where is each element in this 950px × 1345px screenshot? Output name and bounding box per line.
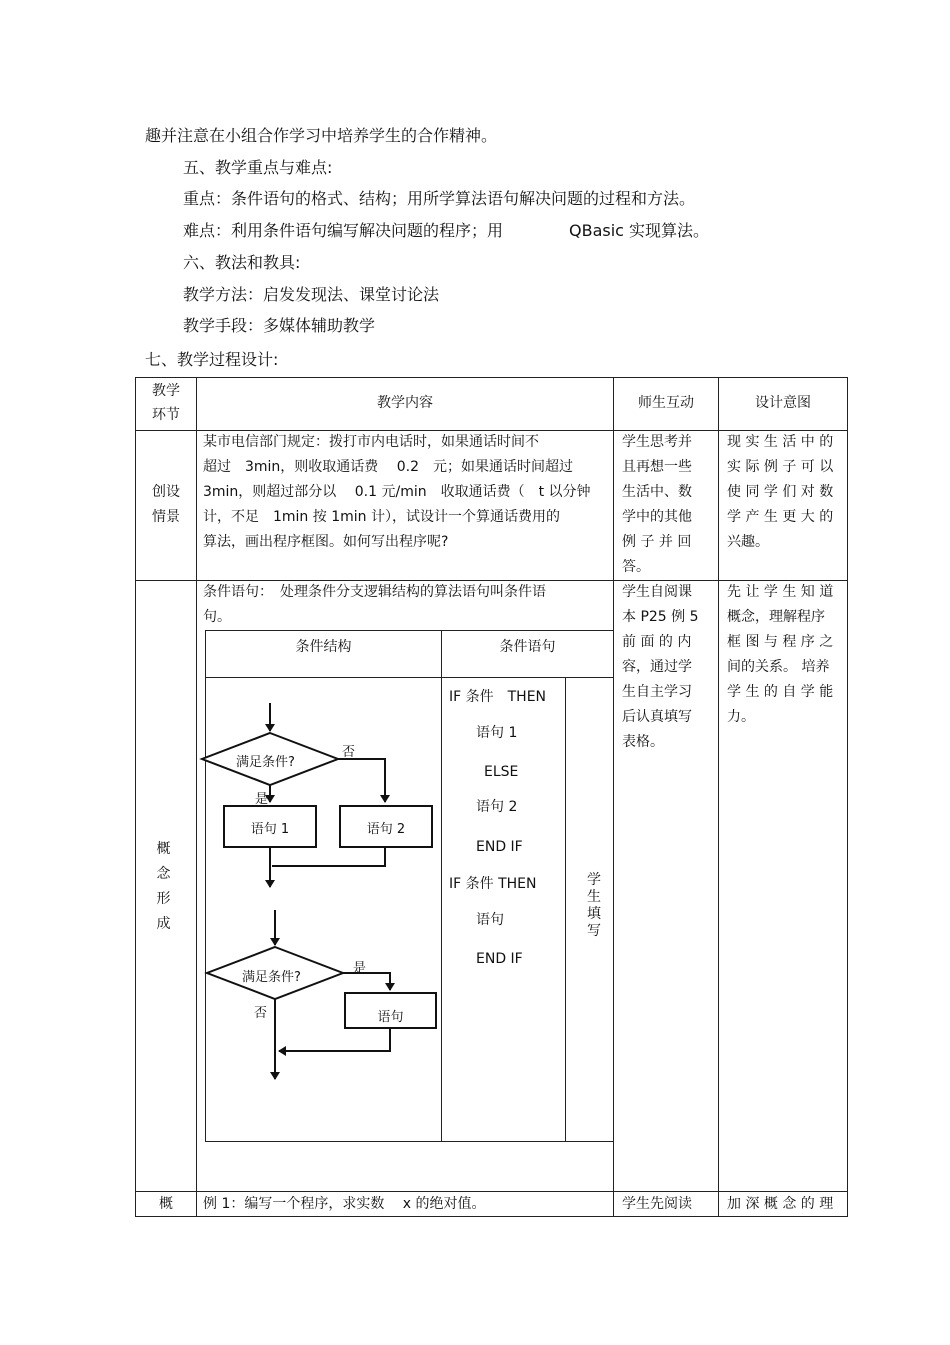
inner-header-statement: 条件语句 xyxy=(499,639,556,655)
intro-line-1: 趣并注意在小组合作学习中培养学生的合作精神。 xyxy=(145,126,498,145)
flow1-no-label: 否 xyxy=(342,745,356,760)
row1-content-line: 某市电信部门规定：拨打市内电话时，如果通话时间不 xyxy=(203,434,539,450)
flow1-condition: 满足条件? xyxy=(236,755,295,770)
row2-intent: 先 让 学 生 知 道 概念，理解程序 框 图 与 程 序 之 间的关系。 培养 学 生 的 自 学 能 力。 xyxy=(727,584,834,725)
code-line: END IF xyxy=(476,951,523,967)
row3-interaction: 学生先阅读 xyxy=(622,1196,692,1212)
row1-content-line: 超过 3min，则收取通话费 0.2 元；如果通话时间超过 xyxy=(203,459,574,475)
header-interaction: 师生互动 xyxy=(638,395,694,411)
flowchart-if xyxy=(207,910,436,1079)
row3-intent: 加 深 概 念 的 理 xyxy=(727,1196,834,1212)
row1-content-line: 3min，则超过部分以 0.1 元/min 收取通话费（ t 以分钟 xyxy=(203,484,591,500)
flow1-yes-label: 是 xyxy=(255,792,269,807)
row1-intent: 现 实 生 活 中 的 实 际 例 子 可 以 使 同 学 们 对 数 学 产 生 更 大 的 兴趣。 xyxy=(727,434,834,550)
teaching-methods: 教学方法：启发发现法、课堂讨论法 xyxy=(183,285,440,304)
header-content: 教学内容 xyxy=(377,395,433,411)
row3-content: 例 1：编写一个程序，求实数 x 的绝对值。 xyxy=(203,1196,486,1212)
key-points: 重点：条件语句的格式、结构；用所学算法语句解决问题的过程和方法。 xyxy=(183,189,696,208)
flow2-condition: 满足条件? xyxy=(242,970,301,985)
code-line: 语句 2 xyxy=(476,799,518,815)
flowchart-if-else xyxy=(202,703,432,887)
code-line: 语句 xyxy=(476,912,504,928)
row2-interaction: 学生自阅课 本 P25 例 5 前 面 的 内 容，通过学 生自主学习 后认真填写 表格。 xyxy=(622,584,699,750)
header-intent: 设计意图 xyxy=(755,395,811,411)
teaching-means: 教学手段：多媒体辅助教学 xyxy=(183,316,376,335)
code-line: IF 条件 THEN xyxy=(449,876,537,892)
row1-stage: 创设 情景 xyxy=(152,484,180,525)
flow1-stmt1: 语句 1 xyxy=(250,822,290,837)
heading-7: 七、教学过程设计: xyxy=(145,350,279,369)
code-line: IF 条件 THEN xyxy=(449,689,547,705)
flow2-yes-label: 是 xyxy=(353,961,367,976)
row2-intro: 条件语句： 处理条件分支逻辑结构的算法语句叫条件语 句。 xyxy=(203,584,546,625)
code-line: END IF xyxy=(476,839,523,855)
row1-interaction: 学生思考并 且再想一些 生活中、数 学中的其他 例 子 并 回 答。 xyxy=(622,434,692,575)
row2-stage: 概 念 形 成 xyxy=(156,841,171,932)
flow1-stmt2: 语句 2 xyxy=(366,822,406,837)
header-stage: 教学 环节 xyxy=(152,383,180,423)
heading-5: 五、教学重点与难点: xyxy=(183,158,333,177)
inner-header-structure: 条件结构 xyxy=(295,639,352,655)
heading-6: 六、教法和教具: xyxy=(183,253,301,272)
code-line: ELSE xyxy=(484,764,519,780)
difficulties-b: QBasic 实现算法。 xyxy=(569,221,710,240)
flow2-no-label: 否 xyxy=(254,1006,268,1021)
row3-stage: 概 xyxy=(159,1196,173,1212)
difficulties-a: 难点：利用条件语句编写解决问题的程序；用 xyxy=(183,221,504,240)
student-fill-label: 学 生 填 写 xyxy=(587,872,601,939)
row1-content-line: 算法，画出程序框图。如何写出程序呢? xyxy=(203,534,449,550)
code-line: 语句 1 xyxy=(476,725,518,741)
row1-content-line: 计，不足 1min 按 1min 计），试设计一个算通话费用的 xyxy=(203,509,560,525)
flow2-stmt: 语句 xyxy=(377,1010,404,1025)
